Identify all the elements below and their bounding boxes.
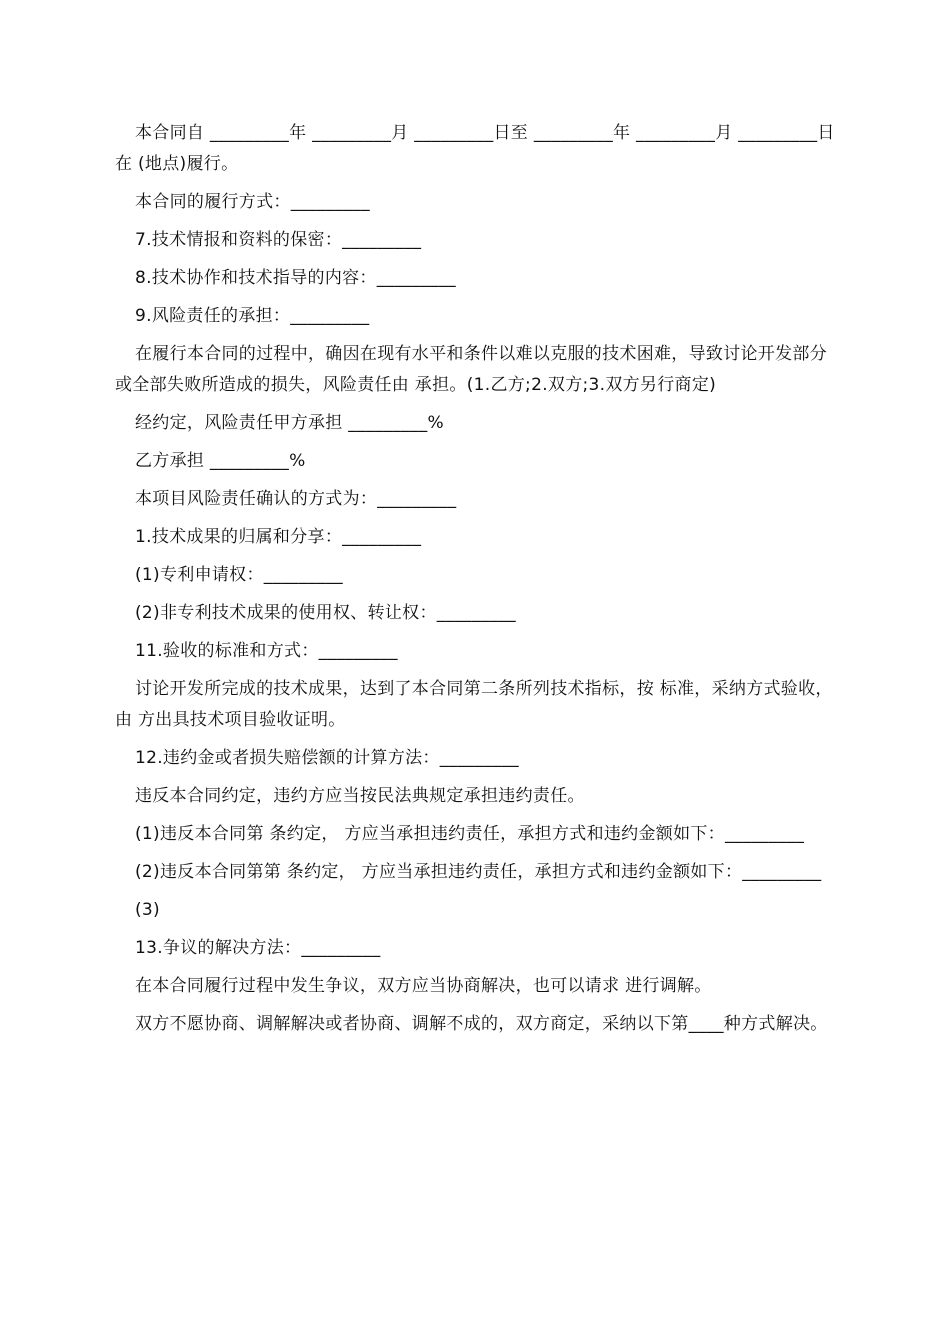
paragraph-risk-confirmation: 本项目风险责任确认的方式为：_________ bbox=[135, 489, 457, 509]
paragraph-breach-liability: 违反本合同约定，违约方应当按民法典规定承担违约责任。 bbox=[135, 786, 585, 806]
paragraph-performance-period: 本合同自 _________年 _________月 _________日至 _________年 _________月 _________日在 (地点)履行。 bbox=[115, 123, 835, 174]
paragraph-party-b-share: 乙方承担 _________% bbox=[135, 451, 306, 471]
paragraph-party-a-share: 经约定，风险责任甲方承担 _________% bbox=[135, 413, 444, 433]
paragraph-dispute-resolution: 13.争议的解决方法：_________ bbox=[135, 938, 381, 958]
paragraph-acceptance-standard: 11.验收的标准和方式：_________ bbox=[135, 641, 398, 661]
document-body bbox=[115, 118, 837, 1047]
paragraph-breach-item-3: (3) bbox=[135, 900, 160, 920]
paragraph-risk-detail: 在履行本合同的过程中，确因在现有水平和条件以难以克服的技术困难，导致讨论开发部分或全部失败所造成的损失，风险责任由 承担。(1.乙方;2.双方;3.双方另行商定) bbox=[115, 344, 827, 395]
paragraph-breach-item-2: (2)违反本合同第第 条约定， 方应当承担违约责任，承担方式和违约金额如下：_________ bbox=[135, 862, 822, 882]
paragraph-dispute-negotiation: 在本合同履行过程中发生争议，双方应当协商解决，也可以请求 进行调解。 bbox=[135, 976, 712, 996]
paragraph-non-patent-rights: (2)非专利技术成果的使用权、转让权：_________ bbox=[135, 603, 516, 623]
paragraph-patent-right: (1)专利申请权：_________ bbox=[135, 565, 343, 585]
paragraph-breach-item-1: (1)违反本合同第 条约定， 方应当承担违约责任，承担方式和违约金额如下：_________ bbox=[135, 824, 805, 844]
paragraph-dispute-method: 双方不愿协商、调解解决或者协商、调解不成的，双方商定，采纳以下第____种方式解决。 bbox=[135, 1014, 828, 1034]
paragraph-results-ownership: 1.技术成果的归属和分享：_________ bbox=[135, 527, 422, 547]
paragraph-performance-method: 本合同的履行方式：_________ bbox=[135, 192, 370, 212]
paragraph-penalty-calculation: 12.违约金或者损失赔偿额的计算方法：_________ bbox=[135, 748, 519, 768]
paragraph-acceptance-detail: 讨论开发所完成的技术成果，达到了本合同第二条所列技术指标，按 标准，采纳方式验收，由 方出具技术项目验收证明。 bbox=[115, 679, 833, 730]
paragraph-confidentiality: 7.技术情报和资料的保密：_________ bbox=[135, 230, 422, 250]
paragraph-risk-responsibility: 9.风险责任的承担：_________ bbox=[135, 306, 370, 326]
paragraph-technical-cooperation: 8.技术协作和技术指导的内容：_________ bbox=[135, 268, 456, 288]
